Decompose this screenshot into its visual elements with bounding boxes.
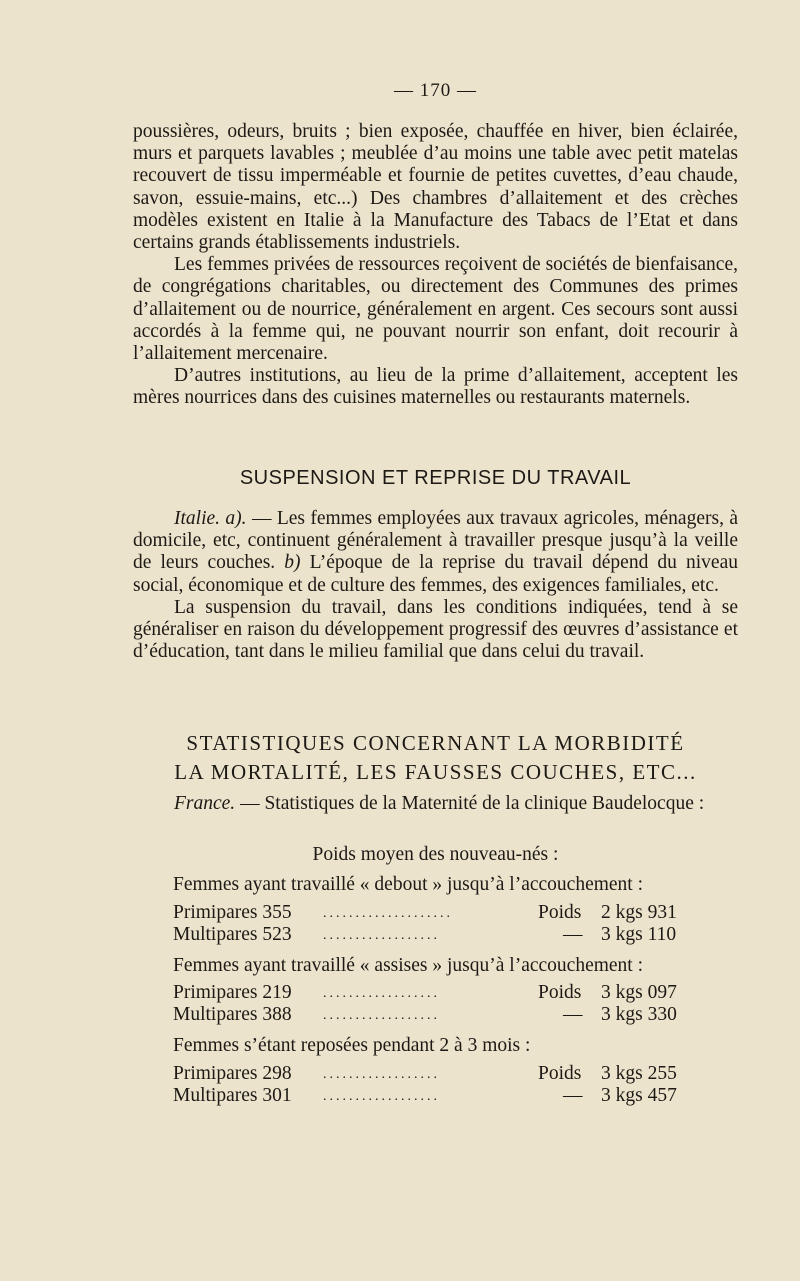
stats-group-title: Femmes ayant travaillé « debout » jusqu’à l’accouchement :	[173, 874, 644, 895]
stats-row-prefix: —	[563, 1085, 583, 1106]
stats-row-value: 2 kgs 931	[601, 902, 677, 923]
stats-row-value: 3 kgs 255	[601, 1063, 677, 1084]
stats-row	[173, 924, 703, 946]
paragraph-4-part-b: L’époque de la reprise du travail dépend du niveau social, économique et de culture des femmes, des exigences familiales, etc.	[133, 552, 738, 596]
heading-line-1: STATISTIQUES CONCERNANT LA MORBIDITÉ	[186, 731, 685, 755]
stats-row-value: 3 kgs 097	[601, 982, 677, 1003]
stats-row-label: Primipares 298	[173, 1063, 292, 1084]
stats-row-label: Primipares 219	[173, 982, 292, 1003]
stats-row-prefix: Poids	[538, 1063, 582, 1084]
body-paragraphs-top	[133, 121, 738, 410]
stats-row-dots: ..................	[323, 1089, 440, 1104]
stats-row-dots: ....................	[323, 906, 453, 921]
section-heading-suspension: SUSPENSION ET REPRISE DU TRAVAIL	[239, 467, 632, 489]
stats-subtitle: Poids moyen des nouveau-nés :	[312, 844, 559, 865]
paragraph-6-text: — Statistiques de la Maternité de la clinique Baudelocque :	[235, 793, 705, 814]
stats-row-label: Primipares 355	[173, 902, 292, 923]
body-paragraph-france	[133, 793, 738, 815]
stats-row-prefix: Poids	[538, 982, 582, 1003]
paragraph-6-lead: France.	[174, 793, 236, 814]
stats-row-label: Multipares 523	[173, 924, 292, 945]
stats-row-prefix: —	[563, 924, 583, 945]
body-paragraphs-middle	[133, 508, 738, 663]
paragraph-4	[133, 508, 738, 597]
stats-row	[173, 1004, 703, 1026]
stats-row-dots: ..................	[323, 986, 440, 1001]
paragraph-5: La suspension du travail, dans les conditions indiquées, tend à se généraliser en raison du développement progressif des œuvres d’assistance et d’éducation, tant dans le milieu familial que dans celui du travail.	[133, 596, 738, 663]
stats-row-label: Multipares 388	[173, 1004, 292, 1025]
stats-row-value: 3 kgs 330	[601, 1004, 677, 1025]
stats-row	[173, 982, 703, 1004]
stats-row-label: Multipares 301	[173, 1085, 292, 1106]
paragraph-6	[133, 793, 738, 815]
paragraph-4-b-label: b)	[284, 552, 301, 574]
paragraph-4-lead: Italie. a).	[174, 508, 247, 529]
stats-row-prefix: Poids	[538, 902, 582, 923]
stats-group-title: Femmes ayant travaillé « assises » jusqu’à l’accouchement :	[173, 955, 644, 976]
stats-row-value: 3 kgs 457	[601, 1085, 677, 1106]
stats-row	[173, 1085, 703, 1107]
section-heading-statistiques	[133, 729, 738, 787]
stats-row-value: 3 kgs 110	[601, 924, 677, 945]
paragraph-1: poussières, odeurs, bruits ; bien exposée, chauffée en hiver, bien éclairée, murs et parquets lavables ; meublée d’au moins une table avec petit matelas recouvert de tissu imperméable et fournie de petites cuvettes, d’eau chaude, savon, essuie-mains, etc...) Des chambres d’allaitement et des crèches modèles existent en Italie à la Manufacture des Tabacs de l’Etat et dans certains grands établissements industriels.	[133, 121, 738, 254]
stats-row	[173, 1063, 703, 1085]
paragraph-4-part-a: — Les femmes employées aux travaux agricoles, ménagers, à domicile, etc, continuent généralement à travailler presque jusqu’à la veille de leurs couches.	[133, 508, 738, 574]
paragraph-3: D’autres institutions, au lieu de la prime d’allaitement, acceptent les mères nourrices dans des cuisines maternelles ou restaurants maternels.	[133, 365, 738, 409]
paragraph-2: Les femmes privées de ressources reçoivent de sociétés de bienfaisance, de congrégations charitables, ou directement des Communes des primes d’allaitement ou de nourrice, généralement en argent. Ces secours sont aussi accordés à la femme qui, ne pouvant nourrir son enfant, doit recourir à l’allaitement mercenaire.	[133, 254, 738, 365]
stats-row-dots: ..................	[323, 928, 440, 943]
stats-row-dots: ..................	[323, 1067, 440, 1082]
stats-row-prefix: —	[563, 1004, 583, 1025]
heading-line-2: LA MORTALITÉ, LES FAUSSES COUCHES, ETC...	[174, 760, 697, 784]
stats-row-dots: ..................	[323, 1008, 440, 1023]
page-number: — 170 —	[394, 80, 477, 101]
stats-row	[173, 902, 703, 924]
stats-group-title: Femmes s’étant reposées pendant 2 à 3 mois :	[173, 1035, 531, 1056]
